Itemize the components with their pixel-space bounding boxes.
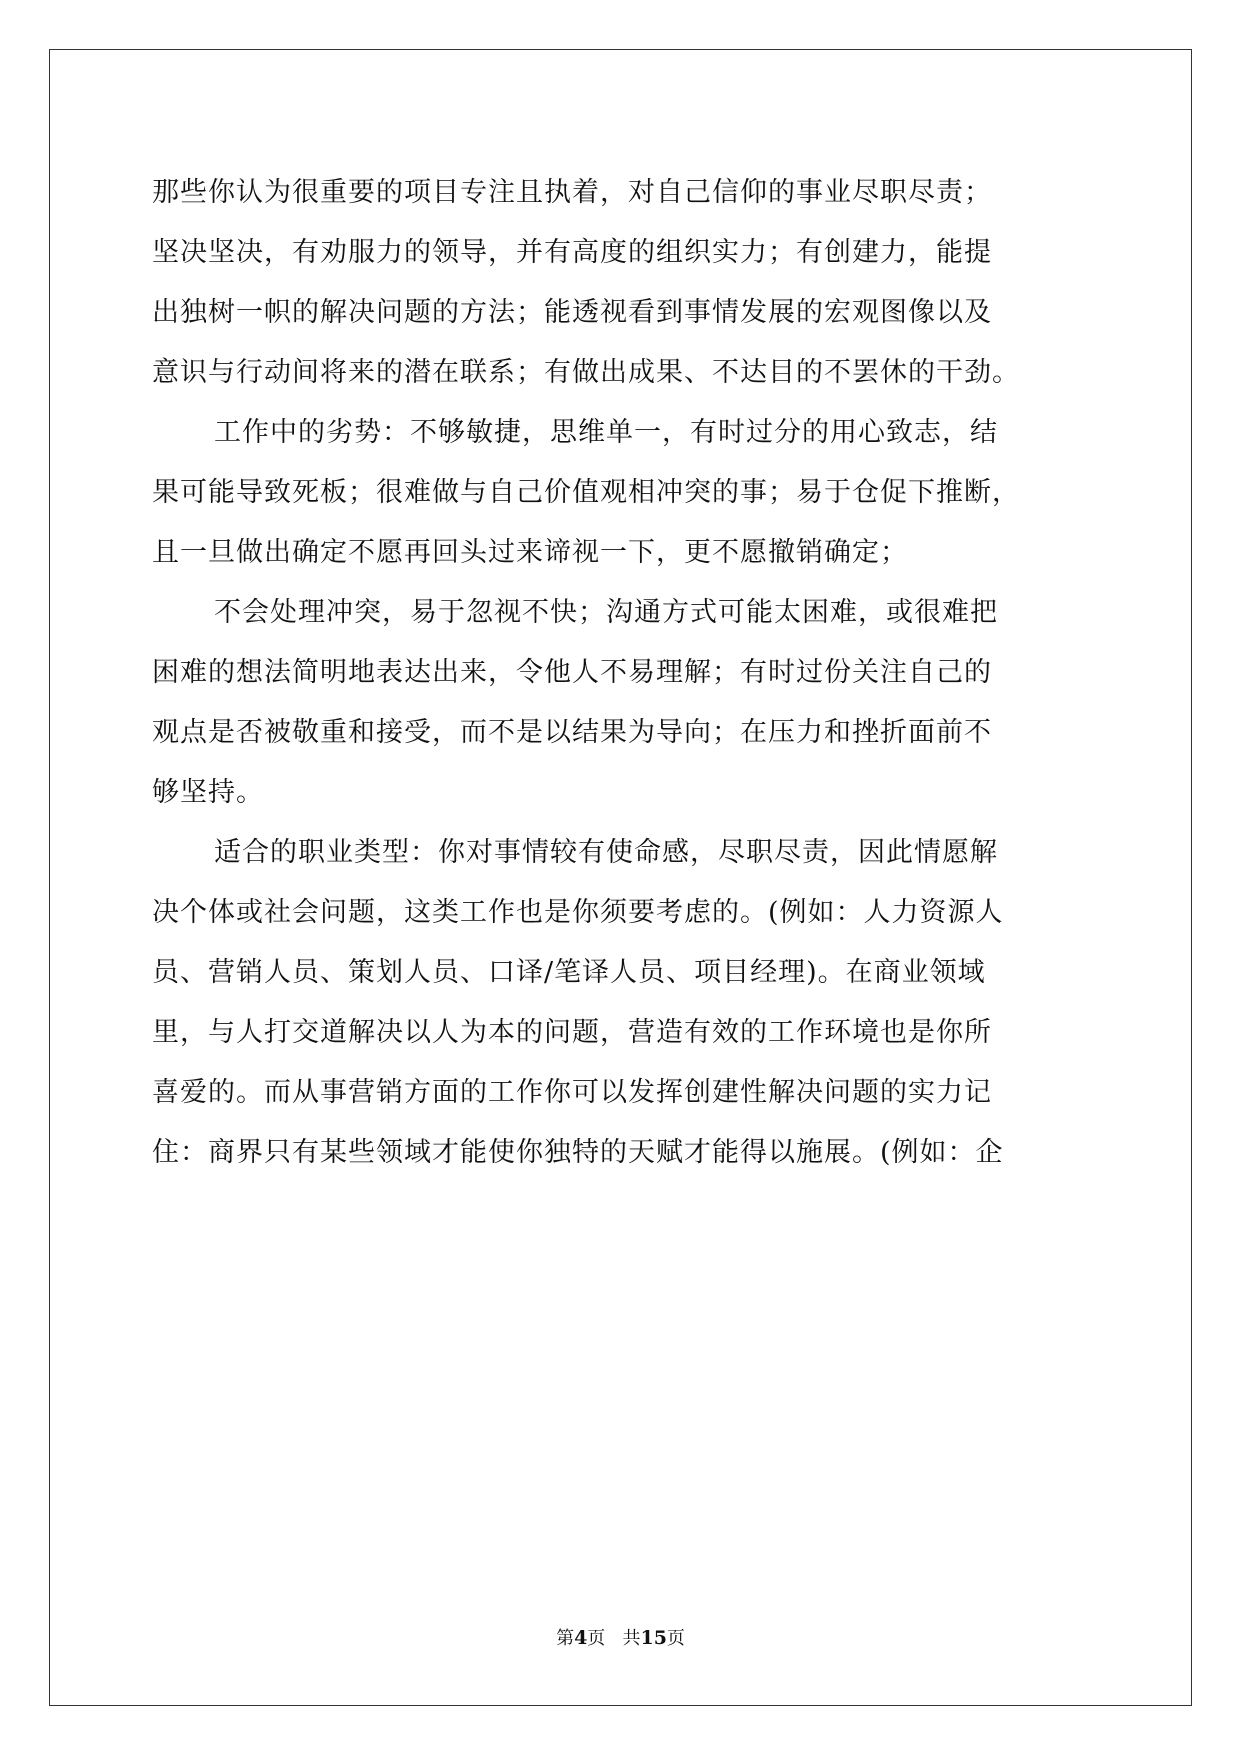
text-line: 且一旦做出确定不愿再回头过来谛视一下，更不愿撤销确定；	[152, 537, 908, 568]
text-line: 够坚持。	[152, 777, 264, 808]
text-line: 工作中的劣势：不够敏捷，思维单一，有时过分的用心致志，结	[214, 417, 998, 448]
total-prefix: 共	[622, 1628, 641, 1649]
text-line: 那些你认为很重要的项目专注且执着，对自己信仰的事业尽职尽责；	[152, 177, 992, 208]
current-page-number: 4	[574, 1627, 588, 1649]
text-line: 出独树一帜的解决问题的方法；能透视看到事情发展的宏观图像以及	[152, 297, 992, 328]
text-line: 坚决坚决，有劝服力的领导，并有高度的组织实力；有创建力，能提	[152, 237, 992, 268]
text-line: 喜爱的。而从事营销方面的工作你可以发挥创建性解决问题的实力记	[152, 1077, 992, 1108]
page-prefix: 第	[556, 1628, 575, 1649]
page-suffix: 页	[587, 1628, 606, 1649]
total-pages-number: 15	[640, 1627, 667, 1649]
text-line: 意识与行动间将来的潜在联系；有做出成果、不达目的不罢休的干劲。	[152, 357, 1020, 388]
text-line: 适合的职业类型：你对事情较有使命感，尽职尽责，因此情愿解	[214, 837, 998, 868]
text-line: 员、营销人员、策划人员、口译/笔译人员、项目经理)。在商业领域	[152, 957, 986, 988]
document-body	[152, 163, 1092, 1183]
text-line: 里，与人打交道解决以人为本的问题，营造有效的工作环境也是你所	[152, 1017, 992, 1048]
text-line: 决个体或社会问题，这类工作也是你须要考虑的。(例如：人力资源人	[152, 897, 1004, 928]
text-line: 观点是否被敬重和接受，而不是以结果为导向；在压力和挫折面前不	[152, 717, 992, 748]
text-line: 住：商界只有某些领域才能使你独特的天赋才能得以施展。(例如：企	[152, 1137, 1004, 1168]
text-line: 困难的想法简明地表达出来，令他人不易理解；有时过份关注自己的	[152, 657, 992, 688]
text-line: 不会处理冲突，易于忽视不快；沟通方式可能太困难，或很难把	[214, 597, 998, 628]
text-line: 果可能导致死板；很难做与自己价值观相冲突的事；易于仓促下推断，	[152, 477, 1020, 508]
page-footer	[0, 1626, 1241, 1651]
total-suffix: 页	[666, 1628, 685, 1649]
